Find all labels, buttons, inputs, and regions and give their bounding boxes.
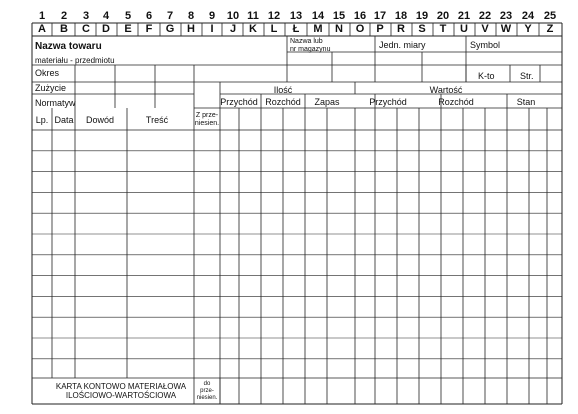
value-income-label: Przychód: [369, 97, 407, 107]
column-letter: K: [249, 23, 257, 35]
column-number: 21: [457, 10, 471, 22]
column-number: 24: [521, 10, 535, 22]
transfer-header-line2: niesien.: [194, 120, 220, 127]
unit-label: Jedn. miary: [379, 40, 426, 50]
column-number: 1: [38, 10, 46, 22]
column-letter: W: [500, 23, 512, 35]
column-number: 23: [499, 10, 513, 22]
column-letter: S: [418, 23, 426, 35]
column-number: 20: [436, 10, 450, 22]
card-title-line2: ILOŚCIOWO-WARTOŚCIOWA: [65, 391, 177, 400]
column-letter: B: [60, 23, 68, 35]
column-letter: R: [397, 23, 405, 35]
column-number: 11: [247, 10, 259, 22]
column-letter: P: [376, 23, 384, 35]
column-letter: E: [124, 23, 132, 35]
column-number: 19: [415, 10, 429, 22]
column-number: 14: [311, 10, 325, 22]
column-number: 25: [543, 10, 557, 22]
column-letter: T: [439, 23, 447, 35]
qty-income-label: Przychód: [220, 97, 258, 107]
column-letter: M: [313, 23, 323, 35]
column-letter: G: [165, 23, 175, 35]
page-label: Str.: [520, 71, 534, 81]
column-number: 3: [82, 10, 90, 22]
column-letter: J: [229, 23, 237, 35]
column-number: 12: [267, 10, 281, 22]
column-letter: A: [38, 23, 46, 35]
column-number: 5: [124, 10, 132, 22]
carry-line2: prze-: [200, 388, 214, 394]
column-letter: Y: [524, 23, 532, 35]
warehouse-label-line1: Nazwa lub: [290, 38, 323, 45]
warehouse-label-line2: nr magazynu: [290, 46, 331, 53]
column-number: 8: [187, 10, 195, 22]
column-number: 6: [145, 10, 153, 22]
column-number: 17: [373, 10, 387, 22]
column-number: 16: [353, 10, 367, 22]
column-letter: F: [145, 23, 153, 35]
document-header: Dowód: [85, 115, 115, 125]
column-number: 7: [166, 10, 174, 22]
consumption-label: Zużycie: [35, 83, 67, 93]
column-letter: Ł: [292, 23, 300, 35]
column-letter: O: [355, 23, 365, 35]
item-name-label: Nazwa towaru: [35, 41, 102, 52]
value-balance-label: Stan: [516, 97, 536, 107]
column-number: 9: [208, 10, 216, 22]
carry-line1: do: [203, 381, 211, 387]
content-header: Treść: [145, 115, 169, 125]
column-number: 15: [332, 10, 346, 22]
column-letter: Z: [546, 23, 554, 35]
lp-header: Lp.: [35, 115, 49, 125]
qty-stock-label: Zapas: [314, 97, 340, 107]
column-number: 13: [289, 10, 303, 22]
norm-label: Normatyw: [35, 98, 76, 108]
transfer-header-line1: Z prze-: [195, 112, 219, 119]
column-number: 4: [102, 10, 110, 22]
column-number: 18: [394, 10, 408, 22]
value-outgo-label: Rozchód: [438, 97, 474, 107]
qty-outgo-label: Rozchód: [265, 97, 301, 107]
item-subtitle-label: materiału - przedmiotu: [35, 56, 115, 65]
column-letter: D: [102, 23, 110, 35]
column-letter: H: [187, 23, 195, 35]
value-group-label: Wartość: [429, 85, 463, 95]
column-number: 10: [226, 10, 240, 22]
quantity-group-label: Ilość: [273, 85, 293, 95]
column-letter: V: [481, 23, 489, 35]
period-label: Okres: [35, 68, 60, 78]
card-title-line1: KARTA KONTOWO MATERIAŁOWA: [55, 382, 187, 391]
column-letter: I: [210, 23, 214, 35]
column-letter: C: [82, 23, 90, 35]
account-label: K-to: [478, 71, 495, 81]
column-letter: U: [460, 23, 468, 35]
column-letter: L: [270, 23, 278, 35]
symbol-label: Symbol: [470, 40, 501, 50]
column-number: 2: [60, 10, 68, 22]
column-number: 22: [478, 10, 492, 22]
carry-line3: niesien.: [196, 395, 218, 401]
date-header: Data: [54, 115, 74, 125]
column-letter: N: [335, 23, 343, 35]
